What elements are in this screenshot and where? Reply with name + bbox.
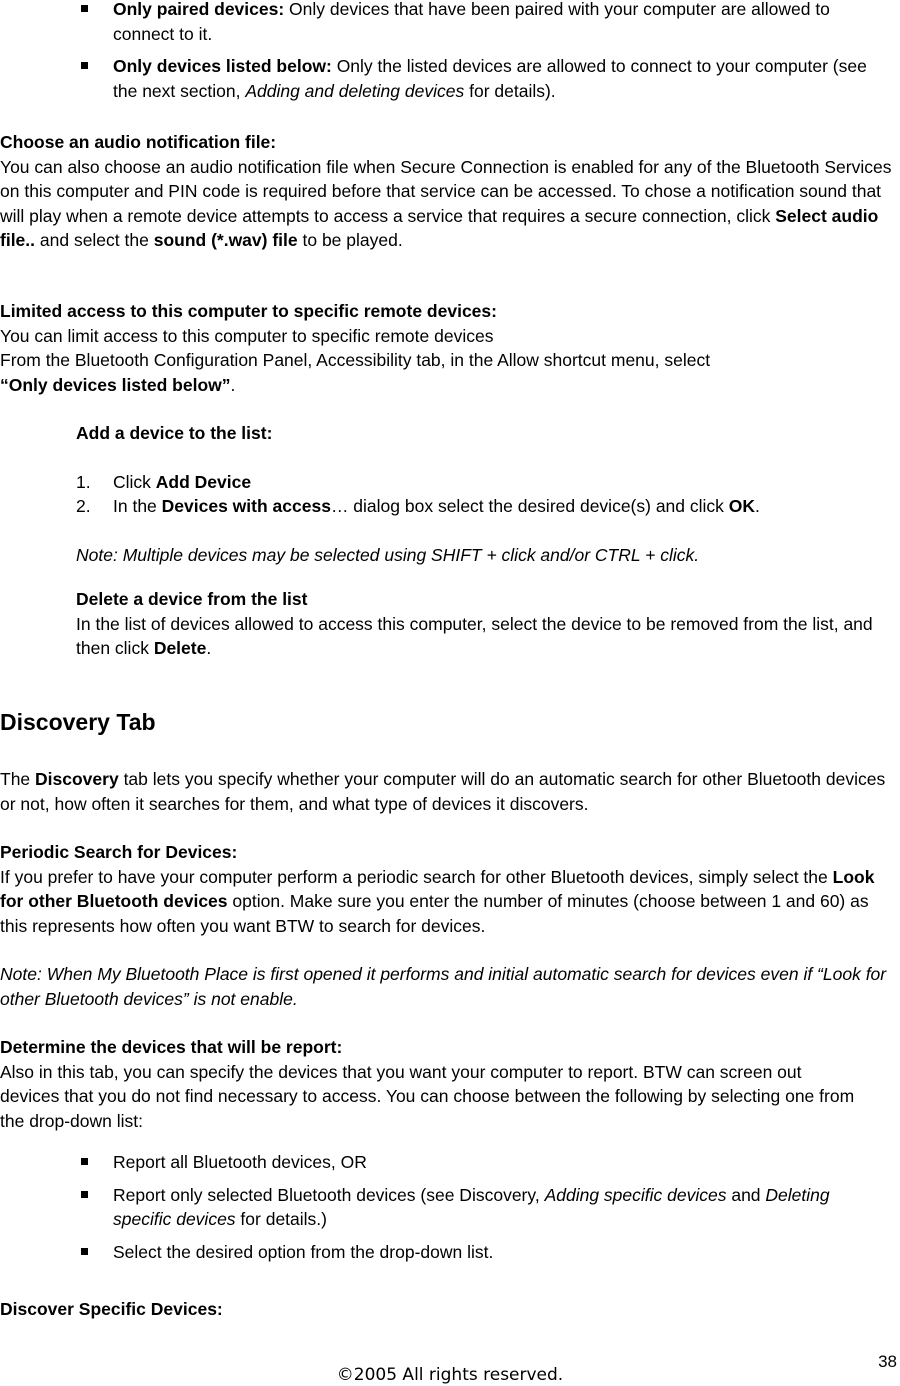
note-text: Note: When My Bluetooth Place is first opened it performs and initial automatic search for devices even if “Look for other Bluetooth devices” is not enable. [0,964,887,1009]
square-bullet-icon [81,1191,88,1198]
list-item: 1. Click Add Device [76,471,252,492]
list-item: 2. In the Devices with access… dialog box select the desired device(s) and click OK. [76,496,760,516]
list-item: Report all Bluetooth devices, OR [0,1150,900,1175]
page-number: 38 [878,1352,897,1371]
square-bullet-icon [81,1158,88,1165]
list-item: Only paired devices: Only devices that have been paired with your computer are allowed to connect to it. [0,0,900,46]
page-title: Discovery Tab [0,709,156,735]
bullet-list-discovery [0,1150,900,1264]
section-heading: Choose an audio notification file: [0,132,277,152]
section-heading: Periodic Search for Devices: [0,842,238,862]
paragraph: From the Bluetooth Configuration Panel, Accessibility tab, in the Allow shortcut menu, select “Only devices listed below”. [0,350,711,395]
paragraph: If you prefer to have your computer perform a periodic search for other Bluetooth devices, simply select the Look for other Bluetooth devices option. Make sure you enter the number of minutes (choose between 1 and 60) as this represents how often you want BTW to search for devices. [0,866,875,936]
paragraph: You can also choose an audio notification file when Secure Connection is enabled for any of the Bluetooth Services on this computer and PIN code is required before that service can be accessed. To chose a notification sound that will play when a remote device attempts to access a service that requires a secure connection, click Select audio file.. and select the sound (*.wav) file to be played. [0,156,892,250]
list-item: Report only selected Bluetooth devices (see Discovery, Adding specific devices and Deleting specific devices for details.) [0,1183,900,1232]
copyright-footer: ©2005 All rights reserved. [336,1365,564,1385]
list-item: Select the desired option from the drop-down list. [0,1240,900,1265]
square-bullet-icon [81,1248,88,1255]
delete-device-section [0,587,900,661]
section-heading: Add a device to the list: [76,423,273,443]
section-heading: Determine the devices that will be report: [0,1037,343,1057]
discovery-section [0,767,900,1133]
limited-access-section [0,299,900,397]
section-heading: Discover Specific Devices: [0,1299,223,1319]
paragraph: In the list of devices allowed to access this computer, select the device to be removed from the list, and then click Delete. [76,613,873,658]
section-heading: Limited access to this computer to specific remote devices: [0,301,497,321]
note-text: Note: Multiple devices may be selected using SHIFT + click and/or CTRL + click. [76,544,700,565]
square-bullet-icon [81,62,88,69]
paragraph: Also in this tab, you can specify the devices that you want your computer to report. BTW can screen out devices that you do not find necessary to access. You can choose between the following by selecting one from the drop-down list: [0,1061,855,1131]
bullet-list-top [0,0,900,103]
paragraph: You can limit access to this computer to specific remote devices [0,325,494,346]
square-bullet-icon [81,5,88,12]
audio-notification-section [0,130,900,253]
paragraph: The Discovery tab lets you specify whether your computer will do an automatic search for other Bluetooth devices or not, how often it searches for them, and what type of devices it discovers. [0,769,886,814]
section-heading: Delete a device from the list [76,589,308,609]
add-device-section [0,421,900,567]
list-item: Only devices listed below: Only the listed devices are allowed to connect to your computer (see the next section, Adding and deleting devices for details). [0,54,900,103]
